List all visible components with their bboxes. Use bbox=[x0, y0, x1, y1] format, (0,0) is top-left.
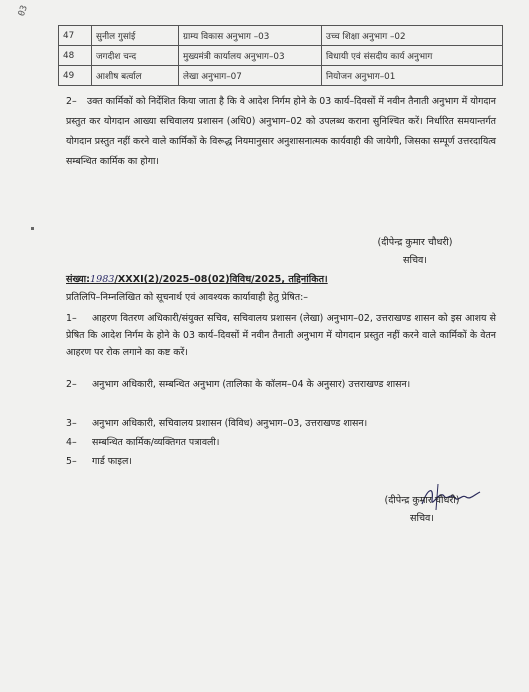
signature-block-top bbox=[350, 234, 480, 270]
serial-number: 48 bbox=[59, 46, 92, 66]
signatory-name: (दीपेन्द्र कुमार चौधरी) bbox=[377, 237, 453, 248]
reference-prefix: संख्या: bbox=[66, 274, 90, 285]
item-text: आहरण वितरण अधिकारी/संयुक्त सचिव, सचिवालय प्रशासन (लेखा) अनुभाग–02, उत्तराखण्ड शासन को इस आशय से प्रेषित कि आदेश निर्गम के होने के 03 कार्य–दिवसों में नवीन तैनाती अनुभाग में योगदान प्रस्तुत नहीं करने वाले कार्मिकों के वेतन आहरण पर रोक लगाने का कष्ट करें। bbox=[66, 313, 496, 358]
employee-name: सुनील गुसांई bbox=[92, 26, 179, 46]
copy-list-item bbox=[66, 376, 496, 393]
copy-list-item bbox=[66, 415, 496, 432]
item-text: गार्ड फाइल। bbox=[92, 456, 132, 467]
reference-number bbox=[66, 272, 328, 285]
copy-list-item bbox=[66, 434, 496, 451]
paragraph-text: उक्त कार्मिकों को निर्देशित किया जाता है कि वे आदेश निर्गम होने के 03 कार्य–दिवसों में नवीन तैनाती अनुभाग में योगदान प्रस्तुत कर योगदान आख्या सचिवालय प्रशासन (अधि0) अनुभाग–02 को उपलब्ध कराना सुनिश्चित करें। निर्धारित समयान्तर्गत योगदान प्रस्तुत नहीं करने वाले कार्मिकों के विरूद्ध नियमानुसार अनुशासनात्मक कार्यवाही की जायेगी, जिसका सम्पूर्ण उत्तरदायित्व सम्बन्धित कार्मिक का होगा। bbox=[66, 96, 496, 167]
item-text: अनुभाग अधिकारी, सचिवालय प्रशासन (विविध) अनुभाग–03, उत्तराखण्ड शासन। bbox=[92, 418, 368, 429]
table-row bbox=[59, 46, 503, 66]
item-text: सम्बन्धित कार्मिक/व्यक्तिगत पत्रावली। bbox=[92, 437, 220, 448]
copy-list-item bbox=[66, 453, 496, 470]
table-row bbox=[59, 26, 503, 46]
copy-to-heading: प्रतिलिपि–निम्नलिखित को सूचनार्थ एवं आवश्यक कार्यावाही हेतु प्रेषित:– bbox=[66, 292, 308, 303]
serial-number: 49 bbox=[59, 66, 92, 86]
instruction-paragraph bbox=[66, 92, 496, 172]
current-section: मुख्यमंत्री कार्यालय अनुभाग–03 bbox=[179, 46, 322, 66]
item-number: 4– bbox=[66, 437, 77, 448]
item-number: 1– bbox=[66, 313, 77, 324]
new-section: विधायी एवं संसदीय कार्य अनुभाग bbox=[322, 46, 503, 66]
item-number: 3– bbox=[66, 418, 77, 429]
item-number: 5– bbox=[66, 456, 77, 467]
item-number: 2– bbox=[66, 379, 77, 390]
corner-page-mark: 03 bbox=[16, 4, 30, 18]
copy-list-item bbox=[66, 310, 496, 361]
signature-block-bottom bbox=[352, 492, 492, 528]
item-text: अनुभाग अधिकारी, सम्बन्धित अनुभाग (तालिका के कॉलम–04 के अनुसार) उत्तराखण्ड शासन। bbox=[92, 379, 411, 390]
current-section: लेखा अनुभाग–07 bbox=[179, 66, 322, 86]
employee-name: आशीष बर्त्वाल bbox=[92, 66, 179, 86]
margin-mark bbox=[31, 227, 34, 230]
signatory-name: (दीपेन्द्र कुमार चौधरी) bbox=[384, 495, 460, 506]
serial-number: 47 bbox=[59, 26, 92, 46]
signatory-title: सचिव। bbox=[402, 255, 428, 266]
handwritten-number: 1983 bbox=[89, 274, 115, 285]
new-section: उच्च शिक्षा अनुभाग –02 bbox=[322, 26, 503, 46]
new-section: नियोजन अनुभाग–01 bbox=[322, 66, 503, 86]
signatory-title: सचिव। bbox=[409, 513, 435, 524]
reference-suffix: /XXXI(2)/2025–08(02)विविध/2025, तद्दिनांकित। bbox=[114, 274, 328, 285]
current-section: ग्राम्य विकास अनुभाग –03 bbox=[179, 26, 322, 46]
paragraph-number: 2– bbox=[66, 96, 77, 107]
staff-transfer-table bbox=[58, 25, 503, 86]
table-row bbox=[59, 66, 503, 86]
employee-name: जगदीश चन्द bbox=[92, 46, 179, 66]
